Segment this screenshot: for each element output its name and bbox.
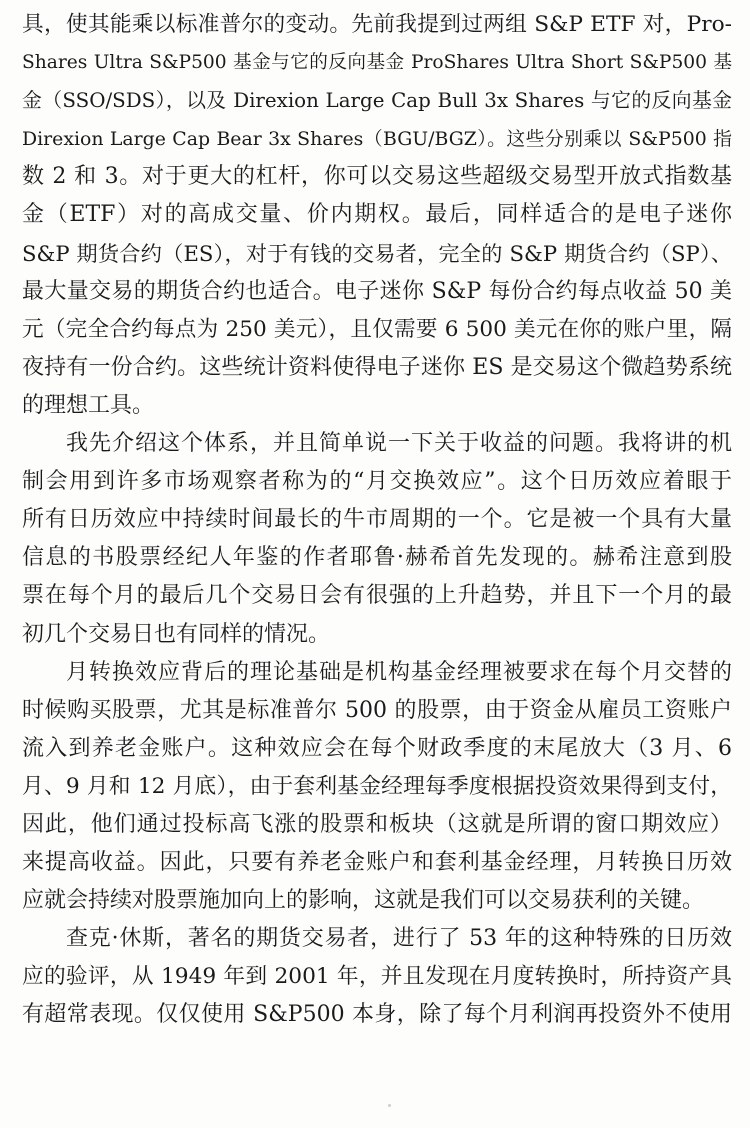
paragraph-start-line: 我先介绍这个体系，并且简单说一下关于收益的问题。我将讲的机 (66, 431, 732, 457)
text-line: 金（SSO/SDS），以及 Direxion Large Cap Bull 3x Shares 与它的反向基金 (22, 89, 732, 113)
text-line: 票在每个月的最后几个交易日会有很强的上升趋势，并且下一个月的最 (22, 583, 732, 609)
paragraph-end-line: 初几个交易日也有同样的情况。 (22, 621, 331, 647)
body-text (22, 6, 732, 1035)
text-line: 制会用到许多市场观察者称为的“月交换效应”。这个日历效应着眼于 (22, 469, 732, 495)
text-line: 因此，他们通过投标高飞涨的股票和板块（这就是所谓的窗口期效应） (22, 811, 732, 837)
text-line: 夜持有一份合约。这些统计资料使得电子迷你 ES 是交易这个微趋势系统 (22, 354, 732, 380)
text-line: Shares Ultra S&P500 基金与它的反向基金 ProShares Ultra Short S&P500 基 (22, 52, 732, 74)
paragraph-end-line: 应就会持续对股票施加向上的影响，这就是我们可以交易获利的关键。 (22, 888, 705, 914)
text-line: 流入到养老金账户。这种效应会在每个财政季度的末尾放大（3 月、6 (22, 735, 732, 761)
paragraph-end-line: 的理想工具。 (22, 392, 155, 418)
text-line: 来提高收益。因此，只要有养老金账户和套利基金经理，月转换日历效 (22, 850, 732, 876)
paragraph-start-line: 查克·休斯，著名的期货交易者，进行了 53 年的这种特殊的日历效 (66, 926, 732, 952)
text-line: 元（完全合约每点为 250 美元），且仅需要 6 500 美元在你的账户里，隔 (22, 316, 732, 342)
paragraph-start-line: 月转换效应背后的理论基础是机构基金经理被要求在每个月交替的 (66, 659, 732, 685)
scan-speck (388, 1104, 391, 1107)
text-line: S&P 期货合约（ES），对于有钱的交易者，完全的 S&P 期货合约（SP）、 (22, 240, 732, 266)
text-line: Direxion Large Cap Bear 3x Shares（BGU/BGZ）。这些分别乘以 S&P500 指 (22, 128, 732, 151)
text-line: 具，使其能乘以标准普尔的变动。先前我提到过两组 S&P ETF 对，Pro- (22, 12, 732, 37)
text-line: 所有日历效应中持续时间最长的牛市周期的一个。它是被一个具有大量 (22, 507, 732, 533)
text-line: 最大量交易的期货合约也适合。电子迷你 S&P 每份合约每点收益 50 美 (22, 278, 732, 304)
text-line: 金（ETF）对的高成交量、价内期权。最后，同样适合的是电子迷你 (22, 202, 732, 228)
text-line: 应的验评，从 1949 年到 2001 年，并且发现在月度转换时，所持资产具 (22, 964, 732, 990)
text-line: 有超常表现。仅仅使用 S&P500 本身，除了每个月利润再投资外不使用 (22, 1002, 732, 1028)
text-line: 时候购买股票，尤其是标准普尔 500 的股票，由于资金从雇员工资账户 (22, 697, 732, 723)
text-line: 数 2 和 3。对于更大的杠杆，你可以交易这些超级交易型开放式指数基 (22, 164, 732, 190)
text-line: 月、9 月和 12 月底），由于套利基金经理每季度根据投资效果得到支付， (22, 773, 732, 799)
text-line: 信息的书股票经纪人年鉴的作者耶鲁·赫希首先发现的。赫希注意到股 (22, 545, 732, 571)
